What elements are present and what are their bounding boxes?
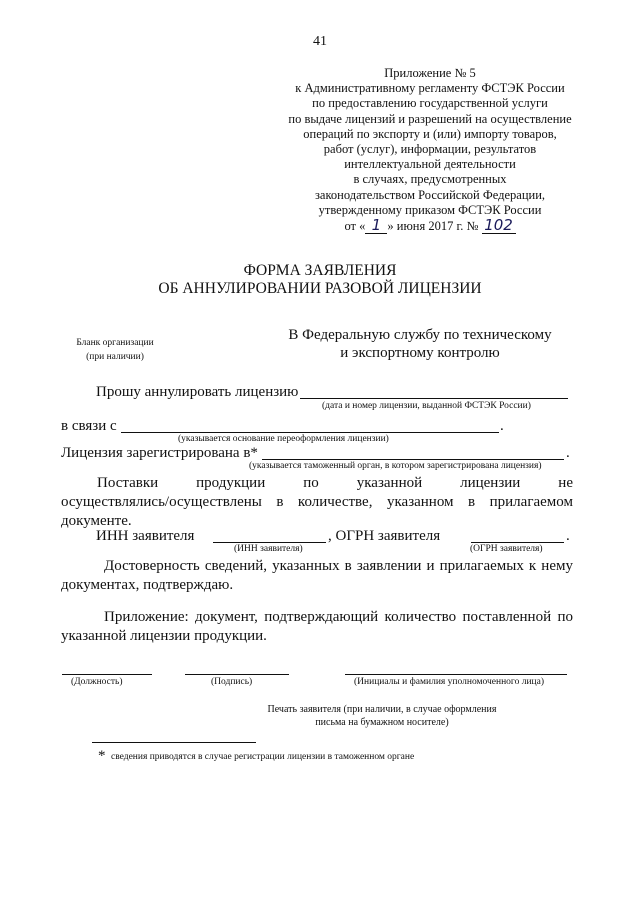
- addressee: [260, 326, 580, 362]
- request-label: Прошу аннулировать лицензию: [96, 384, 299, 400]
- footnote-separator: [92, 742, 256, 743]
- appendix-line: утвержденному приказом ФСТЭК России: [318, 202, 542, 217]
- reason-field-line[interactable]: [121, 432, 499, 433]
- attachment-line-2: указанной лицензии продукции.: [61, 628, 267, 644]
- inn-hint: (ИНН заявителя): [234, 544, 303, 554]
- appendix-line: Приложение № 5: [384, 66, 476, 80]
- registered-label: Лицензия зарегистрирована в*: [61, 445, 258, 461]
- reason-label: в связи с: [61, 418, 117, 434]
- confirm-line-2: документах, подтверждаю.: [61, 577, 234, 593]
- reason-hint: (указывается основание переоформления лицензии): [178, 434, 389, 444]
- supply-line-3: документе.: [61, 513, 132, 529]
- footnote-text: сведения приводятся в случае регистрации лицензии в таможенном органе: [111, 752, 415, 762]
- appendix-line: работ (услуг), информации, результатов: [323, 142, 537, 157]
- appendix-line: интеллектуальной деятельности: [344, 157, 516, 172]
- ogrn-end: .: [566, 528, 570, 544]
- stamp-note: [232, 703, 532, 729]
- appendix-line: к Административному регламенту ФСТЭК России: [295, 81, 565, 96]
- ogrn-field-line[interactable]: [471, 542, 564, 543]
- stamp-line: Печать заявителя (при наличии, в случае оформления: [267, 704, 497, 715]
- signature-line[interactable]: [185, 674, 289, 675]
- blank-org-line: Бланк организации: [76, 338, 154, 348]
- date-mid: » июня 2017 г. №: [387, 219, 479, 234]
- reason-end: .: [500, 418, 504, 434]
- ogrn-label: , ОГРН заявителя: [328, 528, 441, 544]
- supply-line-2: осуществлялись/осуществлены в количестве, указанном в прилагаемом: [61, 494, 573, 510]
- blank-org-line: (при наличии): [86, 352, 144, 362]
- title-line: ФОРМА ЗАЯВЛЕНИЯ: [243, 262, 397, 279]
- registered-field-line[interactable]: [262, 459, 564, 460]
- supply-line-1: Поставки продукции по указанной лицензии не: [97, 475, 573, 491]
- form-title: [0, 262, 640, 298]
- appendix-header: [270, 66, 590, 234]
- date-day-handwritten: 1: [365, 218, 387, 234]
- appendix-line: операций по экспорту и (или) импорту товаров,: [303, 126, 557, 141]
- request-hint: (дата и номер лицензии, выданной ФСТЭК России): [322, 401, 531, 411]
- page-number: 41: [313, 34, 327, 49]
- registered-end: .: [566, 445, 570, 461]
- appendix-line: по выдаче лицензий и разрешений на осуществление: [288, 111, 572, 126]
- attachment-line-1: Приложение: документ, подтверждающий количество поставленной по: [104, 609, 573, 625]
- ogrn-hint: (ОГРН заявителя): [470, 544, 543, 554]
- position-caption: (Должность): [71, 677, 123, 687]
- footnote-mark: *: [98, 748, 106, 764]
- addressee-line: В Федеральную службу по техническому: [288, 327, 552, 343]
- name-signature-line[interactable]: [345, 674, 567, 675]
- request-field-line[interactable]: [300, 398, 568, 399]
- addressee-line: и экспортному контролю: [340, 345, 500, 361]
- appendix-date: [270, 218, 590, 234]
- inn-label: ИНН заявителя: [96, 528, 195, 544]
- order-number-handwritten: 102: [482, 218, 516, 234]
- appendix-line: в случаях, предусмотренных: [353, 172, 507, 187]
- registered-hint: (указывается таможенный орган, в котором зарегистрирована лицензия): [249, 461, 542, 471]
- name-caption: (Инициалы и фамилия уполномоченного лица): [354, 677, 545, 687]
- signature-caption: (Подпись): [211, 677, 253, 687]
- appendix-line: законодательством Российской Федерации,: [314, 187, 546, 202]
- confirm-line-1: Достоверность сведений, указанных в заявлении и прилагаемых к нему: [104, 558, 573, 574]
- title-line: ОБ АННУЛИРОВАНИИ РАЗОВОЙ ЛИЦЕНЗИИ: [158, 280, 482, 297]
- date-prefix: от «: [344, 219, 366, 234]
- appendix-line: по предоставлению государственной услуги: [312, 96, 548, 111]
- stamp-line: письма на бумажном носителе): [315, 717, 449, 728]
- organization-letterhead-note: [60, 336, 170, 364]
- position-signature-line[interactable]: [62, 674, 152, 675]
- inn-field-line[interactable]: [213, 542, 326, 543]
